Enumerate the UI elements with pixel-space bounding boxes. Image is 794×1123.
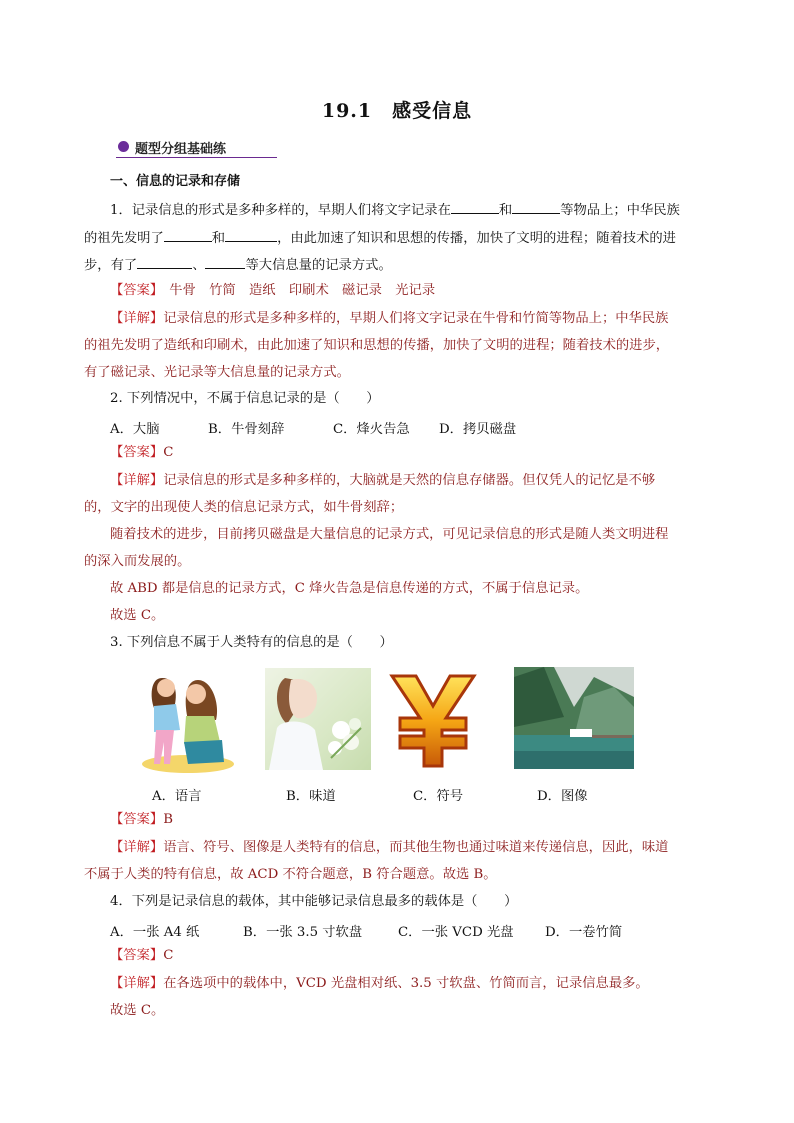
q2-option-a: A．大脑	[110, 422, 160, 437]
q1-stem-line-2	[84, 229, 676, 247]
detail-text: 记录信息的形式是多种多样的，大脑就是天然的信息存储器。但仅凭人的记忆是不够	[163, 473, 656, 488]
detail-label: 【详解】	[110, 840, 164, 855]
q2-option-c: C．烽火告急	[333, 422, 410, 437]
q3-option-c: C．符号	[413, 789, 464, 804]
q1-text: 和	[211, 231, 226, 246]
q1-blank-3	[164, 229, 212, 242]
q2-detail-line-3: 随着技术的进步，目前拷贝磁盘是大量信息的记录方式，可见记录信息的形式是随人类文明进程	[110, 527, 669, 542]
q3-option-b: B．味道	[286, 789, 336, 804]
answer-text: C	[163, 948, 174, 963]
q3-detail-line-1	[110, 840, 668, 856]
q1-text: 1．记录信息的形式是多种多样的，早期人们将文字记录在	[110, 203, 451, 218]
q1-text: 步，有了	[84, 258, 138, 273]
q3-detail-line-2: 不属于人类的特有信息，故 ACD 不符合题意，B 符合题意。故选 B。	[84, 867, 497, 882]
bullet-dot-icon	[118, 141, 129, 152]
q4-detail-line-2: 故选 C。	[110, 1003, 165, 1018]
answer-text: B	[163, 812, 173, 827]
image-a-girls-whispering	[140, 664, 236, 774]
q1-blank-5	[137, 256, 192, 269]
detail-label: 【详解】	[110, 976, 164, 991]
q1-answer	[110, 283, 435, 299]
detail-label: 【详解】	[110, 473, 164, 488]
q1-detail-line-1	[110, 311, 668, 327]
image-c-yen-symbol	[386, 670, 480, 770]
q2-detail-line-4: 的深入而发展的。	[84, 554, 191, 569]
q1-stem-line-1	[110, 201, 680, 219]
image-d-lake-landscape	[514, 667, 634, 769]
q2-stem: 2. 下列情况中，不属于信息记录的是（ ）	[110, 391, 380, 406]
q4-option-c: C．一张 VCD 光盘	[398, 925, 514, 940]
answer-label: 【答案】	[110, 948, 164, 963]
q4-stem: 4．下列是记录信息的载体，其中能够记录信息最多的载体是（ ）	[110, 894, 518, 909]
image-b-woman-flowers	[265, 668, 371, 770]
q2-detail-line-2: 的，文字的出现使人类的信息记录方式，如牛骨刻辞；	[84, 500, 404, 515]
q1-text: 、	[192, 258, 206, 273]
q3-stem: 3. 下列信息不属于人类特有的信息的是（ ）	[110, 635, 393, 650]
section-tag	[116, 137, 277, 158]
q2-detail-line-5: 故 ABD 都是信息的记录方式，C 烽火告急是信息传递的方式，不属于信息记录。	[110, 581, 589, 596]
section-tag-label: 题型分组基础练	[135, 142, 227, 157]
q2-detail-line-1	[110, 473, 655, 489]
detail-label: 【详解】	[110, 311, 164, 326]
q4-option-b: B．一张 3.5 寸软盘	[243, 925, 363, 940]
answer-label: 【答案】	[110, 283, 164, 298]
q1-detail-line-3: 有了磁记录、光记录等大信息量的记录方式。	[84, 365, 350, 380]
answer-label: 【答案】	[110, 445, 164, 460]
page-title: 19.1 感受信息	[321, 100, 473, 122]
q4-detail-line-1	[110, 976, 649, 992]
detail-text: 语言、符号、图像是人类特有的信息，而其他生物也通过味道来传递信息，因此，味道	[163, 840, 669, 855]
q4-option-d: D．一卷竹简	[545, 925, 623, 940]
q2-option-d: D．拷贝磁盘	[439, 422, 517, 437]
answer-text: 牛骨 竹简 造纸 印刷术 磁记录 光记录	[169, 283, 436, 298]
detail-text: 在各选项中的载体中，VCD 光盘相对纸、3.5 寸软盘、竹简而言，记录信息最多。	[163, 976, 649, 991]
q4-option-a: A．一张 A4 纸	[110, 925, 200, 940]
section-heading: 一、信息的记录和存储	[110, 174, 241, 189]
q1-text: 等物品上；中华民族	[560, 203, 680, 218]
q1-text: ，由此加速了知识和思想的传播，加快了文明的进程；随着技术的进	[277, 231, 676, 246]
q3-option-a: A．语言	[152, 789, 202, 804]
q1-text: 等大信息量的记录方式。	[245, 258, 392, 273]
q2-detail-line-6: 故选 C。	[110, 608, 165, 623]
q2-answer	[110, 445, 173, 461]
q1-stem-line-3	[84, 256, 392, 274]
q4-answer	[110, 948, 173, 964]
q1-detail-line-2: 的祖先发明了造纸和印刷术，由此加速了知识和思想的传播，加快了文明的进程；随着技术的进步，	[84, 338, 670, 353]
q3-option-d: D．图像	[537, 789, 588, 804]
answer-label: 【答案】	[110, 812, 164, 827]
q1-blank-2	[512, 201, 560, 214]
detail-text: 记录信息的形式是多种多样的，早期人们将文字记录在牛骨和竹简等物品上；中华民族	[163, 311, 669, 326]
q1-blank-4	[225, 229, 277, 242]
answer-text: C	[163, 445, 174, 460]
q1-text: 的祖先发明了	[84, 231, 164, 246]
q2-option-b: B．牛骨刻辞	[208, 422, 285, 437]
q3-answer	[110, 812, 173, 828]
q1-blank-6	[205, 256, 245, 269]
q1-blank-1	[451, 201, 499, 214]
q1-text: 和	[498, 203, 513, 218]
